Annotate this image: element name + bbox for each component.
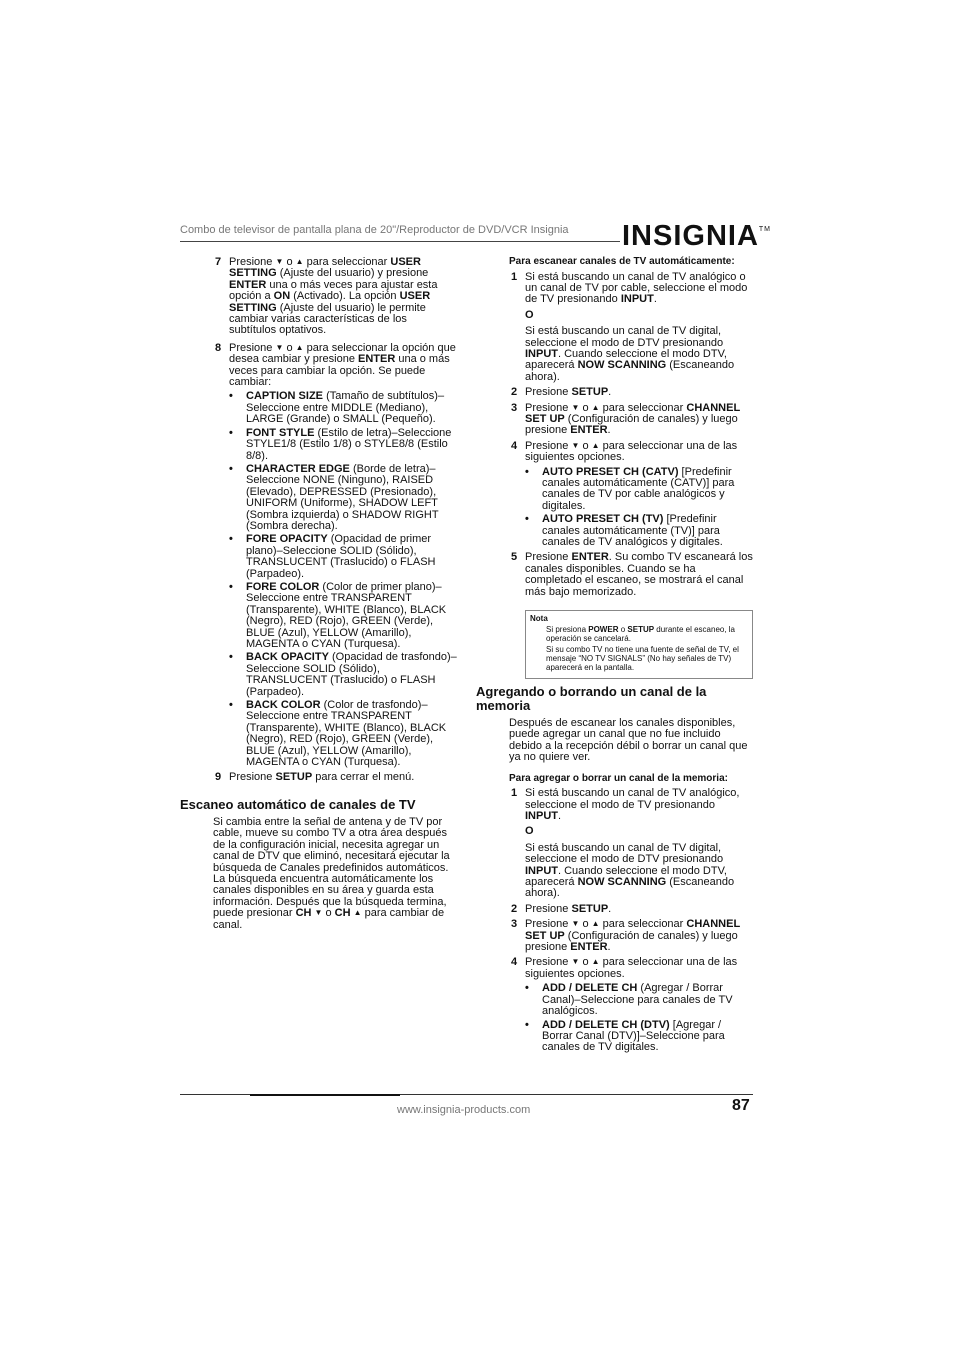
add-step-1b: Si está buscando un canal de TV digital, seleccione el modo de DTV presionando INPUT. Cuando seleccione el modo DTV, aparecerá NOW SCANNING (Escaneando ahora). bbox=[525, 841, 735, 900]
up-arrow-icon: ▲ bbox=[591, 440, 600, 450]
up-arrow-icon: ▲ bbox=[353, 908, 362, 918]
list-item: • ADD / DELETE CH (DTV) [Agregar / Borrar Canal (DTV)]–Seleccione para canales de TV digitales. bbox=[525, 1020, 754, 1054]
add-step-1: 1 Si está buscando un canal de TV analógico, seleccione el modo de TV presionando INPUT. bbox=[511, 787, 740, 822]
scan-step-3: 3 Presione ▼ o ▲ para seleccionar CHANNEL SET UP (Configuración de canales) y luego presione ENTER. bbox=[511, 401, 740, 437]
subheading: Para agregar o borrar un canal de la memoria: bbox=[509, 772, 728, 784]
right-column bbox=[476, 257, 754, 1058]
step-9: 9 Presione SETUP para cerrar el menú. bbox=[215, 771, 415, 784]
section-paragraph: Si cambia entre la señal de antena y de TV por cable, mueve su combo TV a otra área después de la configuración inicial, necesita agregar un canal de DTV que eliminó, necesitará ejecutar la búsqueda de Canales predefinidos automáticos. La búsqueda encuentra automáticamente los canales disponibles en su área y guarda esta información. Después que la búsqueda termina, puede presionar CH ▼ o CH ▲ para cambiar de canal. bbox=[213, 815, 450, 931]
header-rule bbox=[180, 241, 620, 242]
list-item: • FONT STYLE (Estilo de letra)–Seleccione STYLE1/8 (Estilo 1/8) o STYLE8/8 (Estilo 8/8). bbox=[229, 428, 457, 462]
down-arrow-icon: ▼ bbox=[571, 919, 580, 929]
section-heading: Escaneo automático de canales de TV bbox=[180, 796, 416, 812]
list-item: • AUTO PRESET CH (CATV) [Predefinir canales automáticamente (CATV)] para canales de TV por cable analógicos y digitales. bbox=[525, 467, 754, 513]
note-box bbox=[525, 610, 753, 679]
scan-step-1b: Si está buscando un canal de TV digital, seleccione el modo de DTV presionando INPUT. Cuando seleccione el modo DTV, aparecerá NOW SCANNING (Escaneando ahora). bbox=[525, 325, 735, 383]
or-label: O bbox=[525, 308, 534, 321]
scan-step-2: 2 Presione SETUP. bbox=[511, 386, 612, 399]
step-7: 7 Presione ▼ o ▲ para seleccionar USER SETTING (Ajuste del usuario) y presione ENTER una o más veces para ajustar esta opción a ON (Activado). La opción USER SETTING (Ajuste del usuario) le permite cambiar varias características de los subtítulos optativos. bbox=[215, 256, 438, 337]
list-item: • BACK OPACITY (Opacidad de trasfondo)–Seleccione SOLID (Sólido), TRANSLUCENT (Traslucido) o FLASH (Parpadeo). bbox=[229, 652, 457, 698]
list-item: • CAPTION SIZE (Tamaño de subtítulos)–Seleccione entre MIDDLE (Mediano), LARGE (Grande) o SMALL (Pequeño). bbox=[229, 391, 457, 425]
note-text: Si su combo TV no tiene una fuente de señal de TV, el mensaje “NO TV SIGNALS” (No hay señales de TV) aparecerá en la pantalla. bbox=[546, 645, 739, 673]
down-arrow-icon: ▼ bbox=[571, 440, 580, 450]
subheading: Para escanear canales de TV automáticamente: bbox=[509, 256, 735, 267]
footer-rule-accent bbox=[250, 1094, 400, 1096]
list-item: • AUTO PRESET CH (TV) [Predefinir canales automáticamente (TV)] para canales de TV analógicos y digitales. bbox=[525, 514, 754, 548]
add-step-3: 3 Presione ▼ o ▲ para seleccionar CHANNEL SET UP (Configuración de canales) y luego presione ENTER. bbox=[511, 918, 740, 954]
down-arrow-icon: ▼ bbox=[275, 257, 284, 266]
step-8: 8 Presione ▼ o ▲ para seleccionar la opción que desea cambiar y presione ENTER una o más veces para cambiar la opción. Se puede cambiar: • CAPTION SIZE (Tamaño de subtítulos)–Seleccione entre MIDDLE (Mediano), LARGE (Grande) o SMALL (Pequeño). • FONT STYLE (Estilo de letra)–Seleccione STYLE1/8 (Estilo 1/8) o STYLE8/8 (Estilo 8/8). • CHARACTER EDGE (Borde de letra)–Seleccione NONE (Ninguno), RAISED (Elevado), DEPRESSED (Presionado), UNIFORM (Uniforme), SHADOW LEFT (Sombra izquierda) o SHADOW RIGHT (Sombra derecha). • FORE OPACITY (Opacidad de primer plano)–Seleccione SOLID (Sólido), TRANSLUCENT (Traslucido) o FLASH (Parpadeo). • FORE COLOR (Color de primer plano)–Seleccione entre TRANSPARENT (Transparente), WHITE (Blanco), BLACK (Negro), RED (Rojo), GREEN (Verde), BLUE (Azul), YELLOW (Amarillo), MAGENTA o CYAN (Turquesa). • BACK OPACITY (Opacidad de trasfondo)–Seleccione SOLID (Sólido), TRANSLUCENT (Traslucido) o FLASH (Parpadeo). • BACK COLOR (Color de trasfondo)–Seleccione entre TRANSPARENT (Transparente), WHITE (Blanco), BLACK (Negro), RED (Rojo), GREEN (Verde), BLUE (Azul), YELLOW (Amarillo), MAGENTA o CYAN (Turquesa). bbox=[180, 343, 457, 769]
insignia-logo: INSIGNIA™ bbox=[622, 220, 772, 252]
note-title: Nota bbox=[530, 614, 548, 624]
up-arrow-icon: ▲ bbox=[295, 342, 304, 352]
note-text: Si presiona POWER o SETUP durante el escaneo, la operación se cancelará. bbox=[546, 625, 736, 644]
list-item: • BACK COLOR (Color de trasfondo)–Seleccione entre TRANSPARENT (Transparente), WHITE (Blanco), BLACK (Negro), RED (Rojo), GREEN (Verde), BLUE (Azul), YELLOW (Amarillo), MAGENTA o CYAN (Turquesa). bbox=[229, 700, 457, 768]
list-item: • ADD / DELETE CH (Agregar / Borrar Canal)–Seleccione para canales de TV analógicos. bbox=[525, 983, 754, 1017]
down-arrow-icon: ▼ bbox=[571, 402, 580, 412]
list-item: • FORE OPACITY (Opacidad de primer plano)–Seleccione SOLID (Sólido), TRANSLUCENT (Traslucido) o FLASH (Parpadeo). bbox=[229, 534, 457, 580]
section-paragraph: Después de escanear los canales disponibles, puede agregar un canal que no fue incluido debido a la recepción débil o borrar un canal que ya no quiere ver. bbox=[509, 717, 748, 764]
up-arrow-icon: ▲ bbox=[591, 402, 600, 412]
scan-step-4: 4 Presione ▼ o ▲ para seleccionar una de las siguientes opciones. • AUTO PRESET CH (CATV) [Predefinir canales automáticamente (CATV)] para canales de TV por cable analógicos y digitales. • AUTO PRESET CH (TV) [Predefinir canales automáticamente (TV)] para canales de TV analógicos y digitales. bbox=[476, 441, 754, 549]
footer-url: www.insignia-products.com bbox=[397, 1104, 531, 1116]
add-step-2: 2 Presione SETUP. bbox=[511, 902, 612, 915]
up-arrow-icon: ▲ bbox=[591, 919, 600, 929]
or-label: O bbox=[525, 825, 534, 838]
up-arrow-icon: ▲ bbox=[295, 257, 304, 266]
add-delete-options-list bbox=[525, 983, 754, 1053]
down-arrow-icon: ▼ bbox=[275, 342, 284, 352]
down-arrow-icon: ▼ bbox=[314, 908, 323, 918]
up-arrow-icon: ▲ bbox=[591, 957, 600, 967]
section-heading: Agregando o borrando un canal de la memoria bbox=[476, 684, 707, 714]
left-column bbox=[180, 257, 457, 935]
caption-options-list bbox=[229, 391, 457, 768]
scan-options-list bbox=[525, 467, 754, 549]
list-item: • FORE COLOR (Color de primer plano)–Seleccione entre TRANSPARENT (Transparente), WHITE (Blanco), BLACK (Negro), RED (Rojo), GREEN (Verde), BLUE (Azul), YELLOW (Amarillo), MAGENTA o CYAN (Turquesa). bbox=[229, 582, 457, 650]
down-arrow-icon: ▼ bbox=[571, 957, 580, 967]
scan-step-5: 5 Presione ENTER. Su combo TV escaneará los canales disponibles. Cuando se ha completado el escaneo, se mostrará el canal más bajo memorizado. bbox=[511, 551, 753, 598]
list-item: • CHARACTER EDGE (Borde de letra)–Seleccione NONE (Ninguno), RAISED (Elevado), DEPRESSED (Presionado), UNIFORM (Uniforme), SHADOW LEFT (Sombra izquierda) o SHADOW RIGHT (Sombra derecha). bbox=[229, 464, 457, 532]
add-step-4: 4 Presione ▼ o ▲ para seleccionar una de las siguientes opciones. • ADD / DELETE CH (Agregar / Borrar Canal)–Seleccione para canales de TV analógicos. • ADD / DELETE CH (DTV) [Agregar / Borrar Canal (DTV)]–Seleccione para canales de TV digitales. bbox=[476, 957, 754, 1053]
scan-step-1: 1 Si está buscando un canal de TV analógico o un canal de TV por cable, seleccione el modo de TV presionando INPUT. bbox=[511, 270, 748, 306]
header-title: Combo de televisor de pantalla plana de 20"/Reproductor de DVD/VCR Insignia bbox=[180, 224, 569, 236]
page-number: 87 bbox=[732, 1097, 750, 1114]
